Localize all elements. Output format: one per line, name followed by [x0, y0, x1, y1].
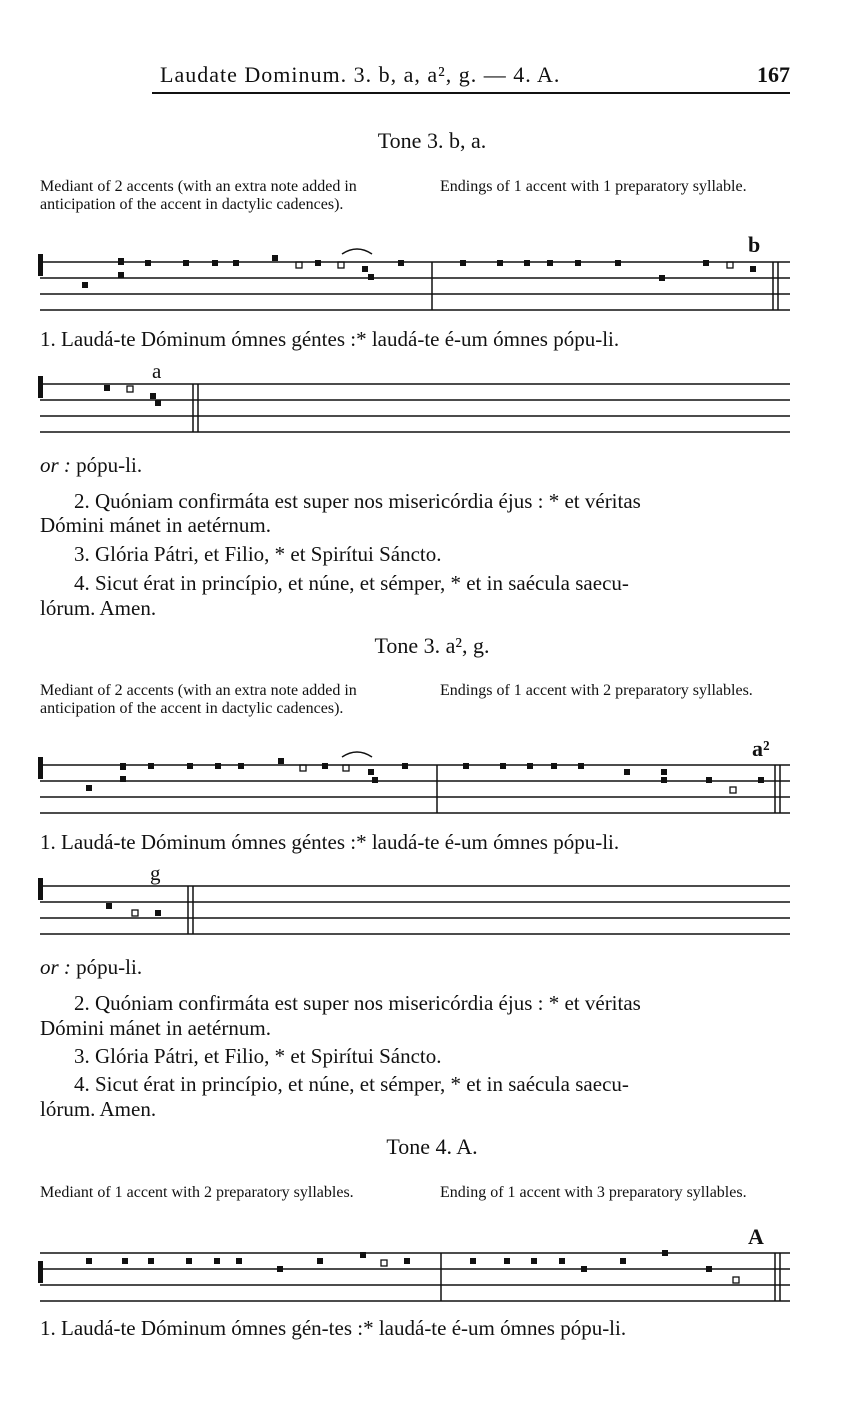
ending-label: A [748, 1224, 764, 1249]
verse-2-cont: Dómini mánet in aetérnum. [40, 513, 271, 537]
alternate-ending [40, 452, 142, 478]
or-label: or : [40, 955, 71, 979]
running-title: Laudate Dominum. 3. b, a, a², g. — 4. A. [160, 62, 561, 87]
verse-1: 1. Laudá-te Dóminum ómnes géntes :* laudá-te é-um ómnes pópu-li. [40, 327, 620, 351]
verse-3: 3. Glória Pátri, et Filio, * et Spirítui Sáncto. [74, 1044, 442, 1068]
or-label: or : [40, 453, 71, 477]
ending-label: b [748, 232, 761, 257]
mediant-description: Mediant of 2 accents (with an extra note added in anticipation of the accent in dactylic cadences). [40, 178, 357, 213]
verse-3: 3. Glória Pátri, et Filio, * et Spirítui Sáncto. [74, 542, 442, 566]
alternate-text: pópu-li. [76, 453, 143, 477]
ending-description: Ending of 1 accent with 3 preparatory syllables. [440, 1184, 747, 1201]
tone-heading: Tone 4. A. [386, 1134, 478, 1159]
verse-1: 1. Laudá-te Dóminum ómnes gén-tes :* laudá-te é-um ómnes pópu-li. [40, 1316, 627, 1340]
alternate-ending [40, 954, 142, 980]
verse-4: 4. Sicut érat in princípio, et núne, et sémper, * et in saécula saecu- [74, 571, 629, 595]
verse-2-cont: Dómini mánet in aetérnum. [40, 1016, 271, 1040]
tone-heading: Tone 3. b, a. [377, 128, 487, 153]
alternate-text: pópu-li. [76, 955, 143, 979]
mediant-description: Mediant of 2 accents (with an extra note added in anticipation of the accent in dactylic cadences). [40, 682, 357, 717]
ending-description: Endings of 1 accent with 1 preparatory syllable. [440, 178, 747, 195]
mediant-description: Mediant of 1 accent with 2 preparatory syllables. [40, 1184, 354, 1201]
verse-2: 2. Quóniam confirmáta est super nos misericórdia éjus : * et véritas [74, 991, 641, 1015]
ending-label: a [152, 359, 162, 383]
tone-heading: Tone 3. a², g. [374, 633, 490, 658]
verse-4-cont: lórum. Amen. [40, 1097, 157, 1121]
ending-label: a² [752, 736, 770, 761]
ending-label: g [150, 861, 161, 885]
page-number: 167 [757, 62, 790, 87]
verse-1: 1. Laudá-te Dóminum ómnes géntes :* laudá-te é-um ómnes pópu-li. [40, 830, 620, 854]
ending-description: Endings of 1 accent with 2 preparatory syllables. [440, 682, 753, 699]
verse-4-cont: lórum. Amen. [40, 596, 157, 620]
verse-2: 2. Quóniam confirmáta est super nos misericórdia éjus : * et véritas [74, 489, 641, 513]
verse-4: 4. Sicut érat in princípio, et núne, et sémper, * et in saécula saecu- [74, 1072, 629, 1096]
